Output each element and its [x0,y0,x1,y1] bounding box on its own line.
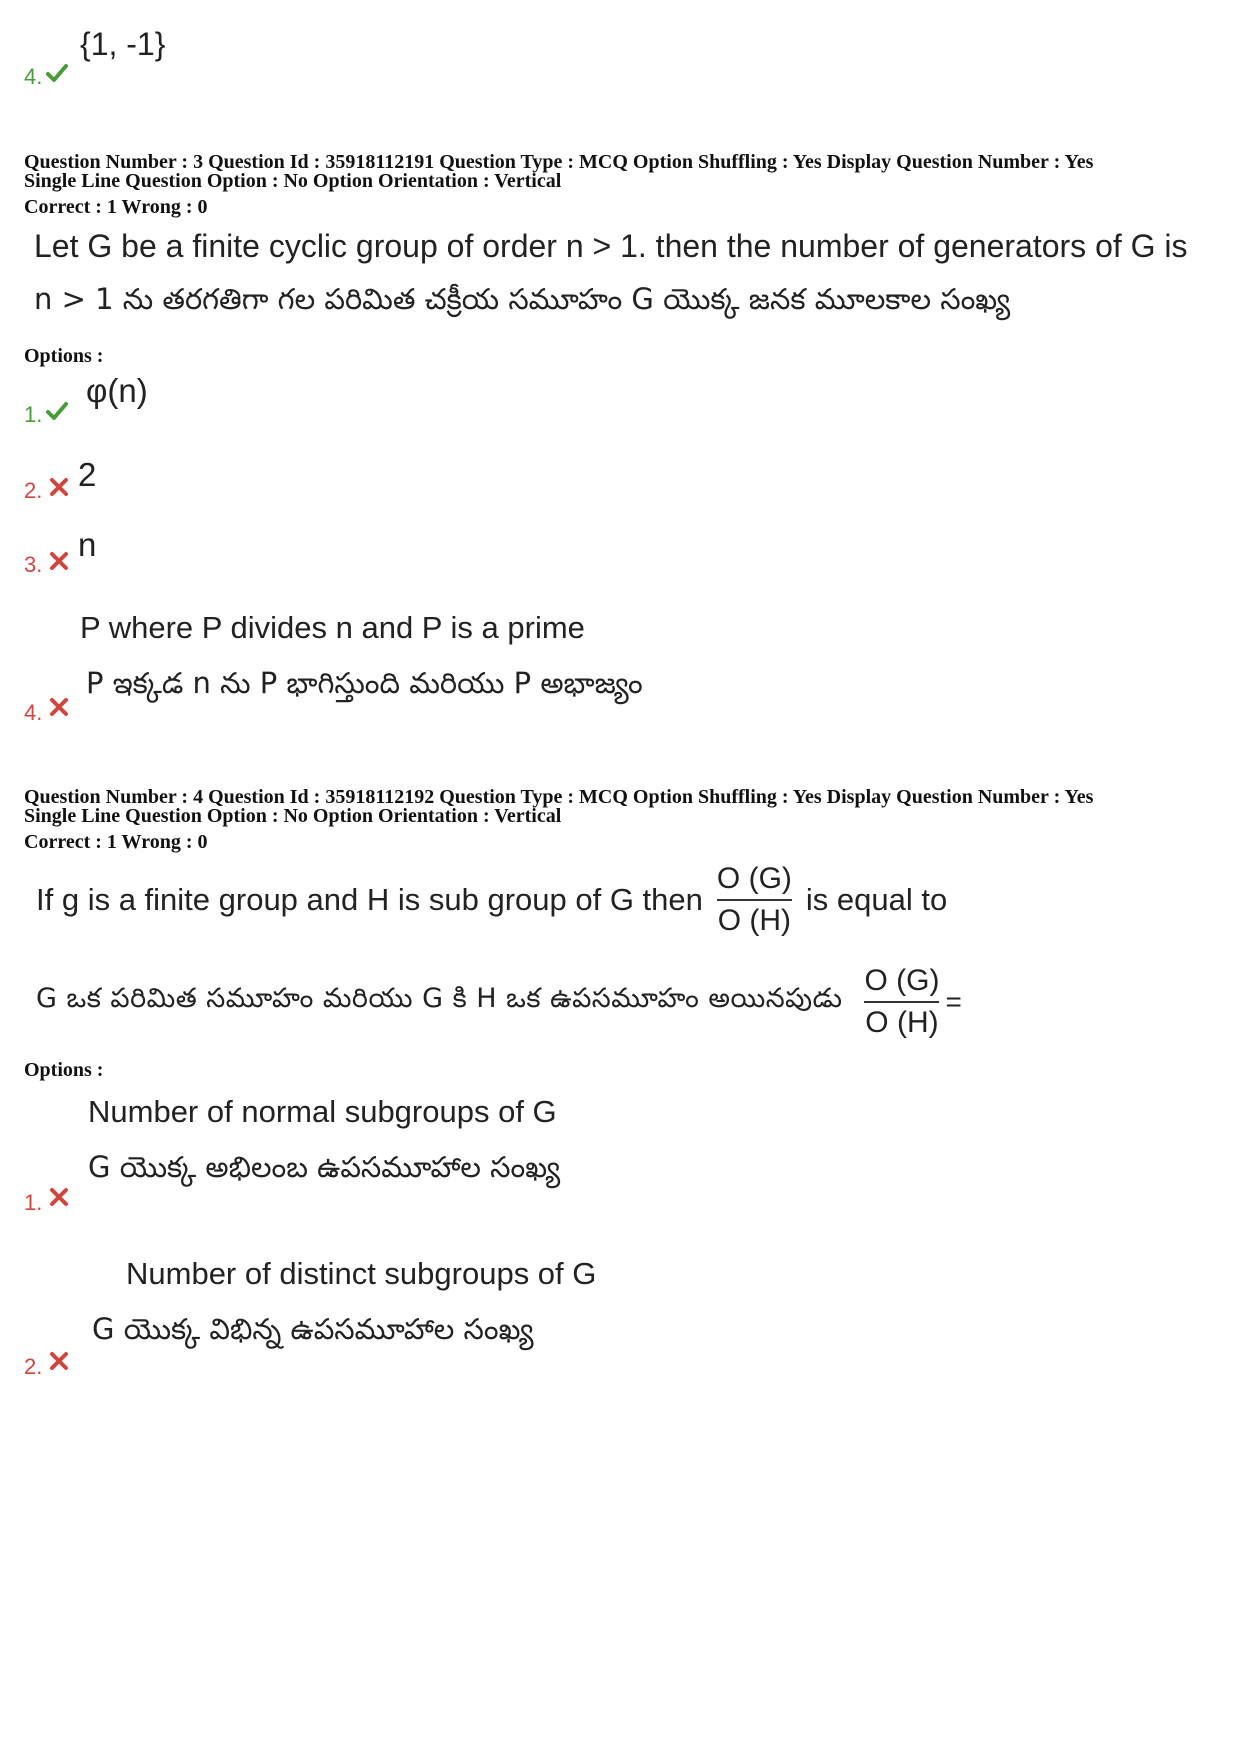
question-text-te [36,964,962,1040]
option-text: Number of normal subgroups of G [88,1094,557,1129]
option-text-te: G యొక్క అభిలంబ ఉపసమూహాల సంఖ్య [88,1150,561,1184]
option-number: 4. [24,64,43,89]
option-text: P where P divides n and P is a prime [80,610,585,645]
option-number: 2. [24,1354,43,1379]
options-label: Options : [24,1059,104,1081]
question-text-pre: If g is a finite group and H is sub group of G then [36,882,703,917]
fraction-denominator: O (H) [865,1006,939,1039]
question-text-te-pre: G ఒక పరిమిత సమూహం మరియు G కి H ఒక ఉపసమూహం అయినపుడు [36,983,843,1014]
question-text-en [36,862,947,938]
option-text-te: G యొక్క విభిన్న ఉపసమూహాల సంఖ్య [92,1312,534,1346]
fraction-denominator: O (H) [717,904,792,937]
option-text: 2 [78,456,97,493]
question-text-en: Let G be a finite cyclic group of order n > 1. then the number of generators of G is [34,228,1188,264]
fraction-bar [717,899,792,901]
options-label: Options : [24,345,104,367]
equals-sign: = [945,986,962,1017]
option-text-te: P ఇక్కడ n ను P భాగిస్తుంది మరియు P అభాజ్యం [86,666,643,700]
fraction-numerator: O (G) [716,862,792,895]
cross-icon [48,696,70,718]
option-number: 1. [24,402,43,427]
check-icon [46,62,68,84]
question-meta: Question Number : 3 Question Id : 35918112191 Question Type : MCQ Option Shuffling : Yes Display Question Number : Yes [24,151,1094,173]
cross-icon [48,1350,70,1372]
fraction [864,964,939,1040]
option-text: n [78,526,97,563]
option-number: 1. [24,1190,43,1215]
question-text-te: n > 1 ను తరగతిగా గల పరిమిత చక్రీయ సమూహం G యొక్క జనక మూలకాల సంఖ్య [34,282,1011,316]
cross-icon [48,476,70,498]
fraction-numerator: O (G) [864,964,940,997]
question-meta: Question Number : 4 Question Id : 35918112192 Question Type : MCQ Option Shuffling : Yes Display Question Number : Yes [24,786,1094,808]
question-marks: Correct : 1 Wrong : 0 [24,196,208,218]
fraction [717,862,792,938]
question-meta-options: Single Line Question Option : No Option Orientation : Vertical [24,805,562,827]
option-text: {1, -1} [80,26,166,62]
option-text: Number of distinct subgroups of G [126,1256,597,1291]
option-text: φ(n) [86,372,148,409]
cross-icon [48,1186,70,1208]
question-meta-options: Single Line Question Option : No Option Orientation : Vertical [24,170,562,192]
question-text-post: is equal to [805,882,948,917]
cross-icon [48,550,70,572]
option-number: 3. [24,552,43,577]
check-icon [46,400,68,422]
question-marks: Correct : 1 Wrong : 0 [24,831,208,853]
option-number: 2. [24,478,43,503]
fraction-bar [864,1001,939,1003]
option-number: 4. [24,700,43,725]
